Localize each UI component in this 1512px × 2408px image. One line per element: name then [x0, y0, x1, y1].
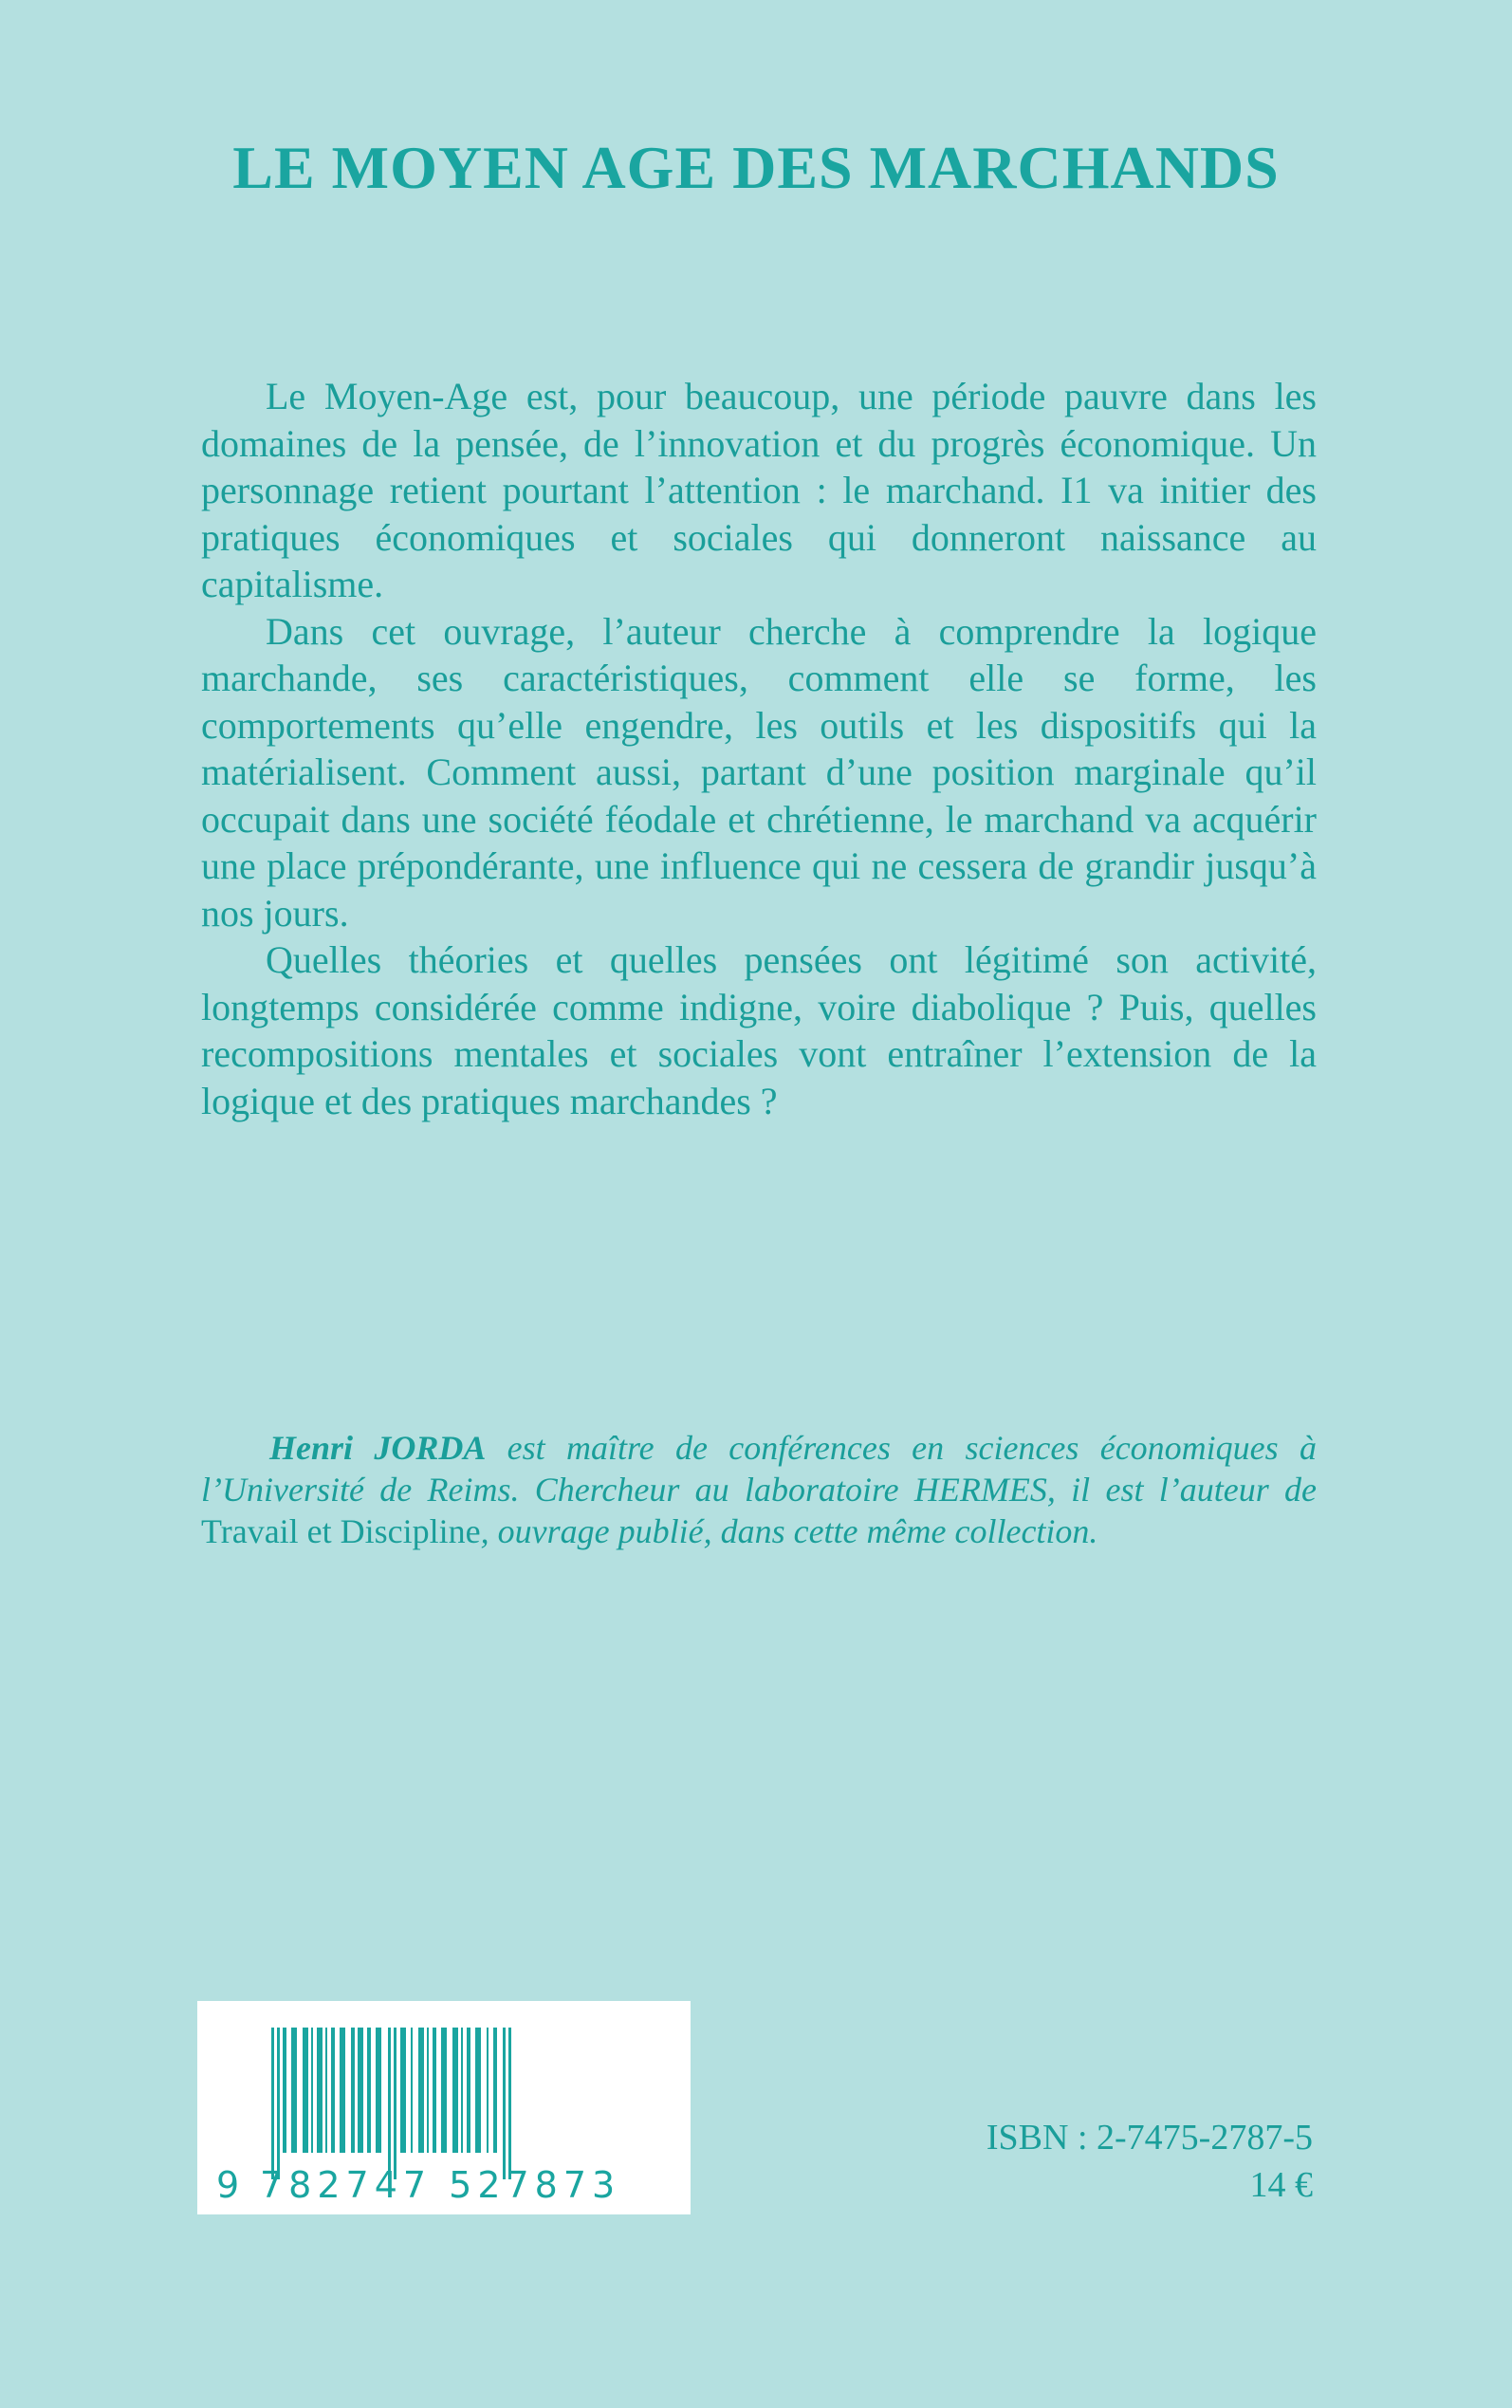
back-cover-blurb: [201, 373, 1317, 1124]
barcode-bar: [427, 2028, 429, 2153]
book-title: LE MOYEN AGE DES MARCHANDS: [232, 134, 1280, 201]
barcode-bar: [325, 2028, 327, 2153]
barcode-bar: [331, 2028, 335, 2153]
barcode-graphic: [197, 2001, 691, 2214]
barcode-bar: [367, 2028, 371, 2153]
barcode-bar: [283, 2028, 286, 2153]
barcode-bar: [271, 2028, 274, 2179]
blurb-paragraph-3: Quelles théories et quelles pensées ont légitimé son activité, longtemps considérée comme indigne, voire diabolique ? Puis, quelles recompositions mentales et sociales vont entraîner l’extension de la logique et des pratiques marchandes ?: [201, 938, 1317, 1122]
barcode-bar: [388, 2028, 391, 2179]
author-bio: [201, 1427, 1317, 1552]
barcode-bar: [503, 2028, 506, 2179]
barcode-bar: [452, 2028, 458, 2153]
barcode-bar: [475, 2028, 481, 2153]
barcode-bar: [493, 2028, 497, 2153]
barcode-bar: [351, 2028, 355, 2153]
barcode: [197, 2001, 691, 2214]
barcode-bar: [418, 2028, 424, 2153]
barcode-bar: [317, 2028, 323, 2153]
barcode-bar: [508, 2028, 511, 2179]
barcode-bar: [311, 2028, 313, 2153]
barcode-bar: [400, 2028, 406, 2153]
barcode-bar: [394, 2028, 396, 2179]
barcode-digits: 782747 527873: [260, 2164, 621, 2206]
barcode-bar: [433, 2028, 436, 2153]
author-bio-text-2: , ouvrage publié, dans cette même collection.: [480, 1512, 1098, 1550]
blurb-paragraph-1: Le Moyen-Age est, pour beaucoup, une période pauvre dans les domaines de la pensée, de l’innovation et du progrès économique. Un personnage retient pourtant l’attention : le marchand. I1 va initier des pratiques économiques et sociales qui donneront naissance au capitalisme.: [201, 375, 1317, 605]
author-previous-book-title: Travail et Discipline: [201, 1512, 481, 1550]
barcode-bar: [376, 2028, 381, 2153]
barcode-first-digit: 9: [216, 2164, 240, 2206]
isbn-block: [986, 2114, 1313, 2209]
barcode-bar: [461, 2028, 463, 2153]
barcode-bar: [277, 2028, 280, 2179]
barcode-bar: [411, 2028, 413, 2153]
barcode-bar: [303, 2028, 308, 2153]
author-bio-text-1: est maître de conférences en sciences économiques à l’Université de Reims. Chercheur au laboratoire HERMES, il est l’auteur de: [201, 1429, 1317, 1509]
barcode-bar: [291, 2028, 297, 2153]
barcode-bar: [340, 2028, 345, 2153]
barcode-bar: [441, 2028, 447, 2153]
barcode-bar: [358, 2028, 363, 2153]
price: 14 €: [1249, 2165, 1313, 2205]
blurb-paragraph-2: Dans cet ouvrage, l’auteur cherche à comprendre la logique marchande, ses caractéristiques, comment elle se forme, les comportements qu’elle engendre, les outils et les dispositifs qui la matérialisent. Comment aussi, partant d’une position marginale qu’il occupait dans une société féodale et chrétienne, le marchand va acquérir une place prépondérante, une influence qui ne cessera de grandir jusqu’à nos jours.: [201, 609, 1317, 935]
barcode-bar: [487, 2028, 489, 2153]
barcode-bar: [467, 2028, 470, 2153]
isbn-number: ISBN : 2-7475-2787-5: [986, 2118, 1313, 2158]
author-name: Henri JORDA: [269, 1429, 487, 1467]
